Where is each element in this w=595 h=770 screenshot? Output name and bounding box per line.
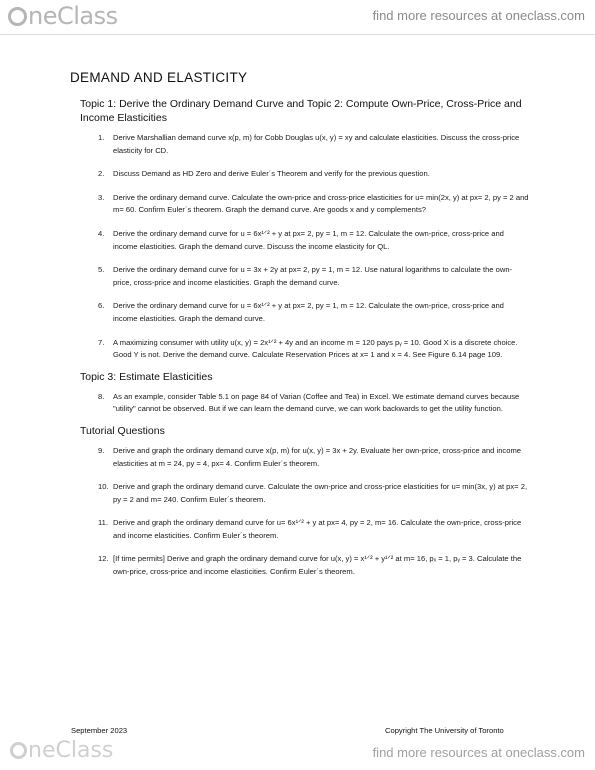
list-item: 12. [If time permits] Derive and graph the ordinary demand curve for u(x, y) = x¹ᐟ² + y¹ᐟ² at m= 16, pₓ = 1, pᵧ = 3. Calculate the own-price, cross-price and income elasticities. Confirm Euler´s theorem.: [98, 554, 522, 577]
bottom-oneclass-logo[interactable]: neClass: [10, 738, 113, 763]
list-item: 10. Derive and graph the ordinary demand curve. Calculate the own-price and cross-price elasticities for u= min(3x, y) at px= 2, py = 2 and m= 240. Confirm Euler´s theorem.: [98, 482, 528, 504]
footer-date: September 2023: [71, 726, 128, 735]
oneclass-logo[interactable]: neClass: [8, 2, 118, 30]
section-tutorial-questions: [70, 424, 530, 579]
document-body: [70, 70, 530, 579]
list-item: 9. Derive and graph the ordinary demand curve x(p, m) for u(x, y) = 3x + 2y. Evaluate her own-price, cross-price and income elasticities at m = 24, py = 4, px= 4. Confirm Euler´s theorem.: [98, 445, 521, 468]
question-list: [70, 132, 530, 362]
oneclass-o-icon: [8, 7, 27, 26]
oneclass-o-icon: [10, 742, 27, 759]
document-title: DEMAND AND ELASTICITY: [70, 70, 248, 85]
list-item: 3. Derive the ordinary demand curve. Calculate the own-price and cross-price elasticities for u= min(2x, y) at px= 2, py = 2 and m= 60. Confirm Euler´s theorem. Graph the demand curve. Are goods x and y complements?: [98, 192, 529, 215]
list-item: 8. As an example, consider Table 5.1 on page 84 of Varian (Coffee and Tea) in Excel. We estimate demand curves because "utility" cannot be observed. But if we can learn the demand curve, we can work backwards to get the utility function.: [98, 391, 520, 414]
section-heading: Topic 1: Derive the Ordinary Demand Curve and Topic 2: Compute Own-Price, Cross-Price and Income Elasticities: [80, 98, 522, 124]
question-list: [70, 445, 530, 579]
section-heading: Tutorial Questions: [80, 424, 165, 437]
bottom-find-resources-link[interactable]: find more resources at oneclass.com: [372, 745, 585, 760]
list-item: 1. Derive Marshallian demand curve x(p, m) for Cobb Douglas u(x, y) = xy and calculate elasticities. Discuss the cross-price elasticity for CD.: [98, 133, 520, 155]
list-item: 6. Derive the ordinary demand curve for u = 6x¹ᐟ² + y at px= 2, py = 1, m = 12. Calculate the own-price, cross-price and income elasticities. Graph the demand curve.: [98, 301, 504, 323]
list-item: 11. Derive and graph the ordinary demand curve for u= 6x¹ᐟ² + y at px= 4, py = 2, m= 16. Calculate the own-price, cross-price and income elasticities. Confirm Euler´s theorem.: [98, 518, 522, 540]
section-topic-3: [70, 370, 530, 416]
section-topic-1-2: [70, 97, 530, 362]
list-item: 2. Discuss Demand as HD Zero and derive Euler´s Theorem and verify for the previous question.: [98, 169, 430, 179]
question-list: [70, 391, 530, 416]
list-item: 4. Derive the ordinary demand curve for u = 6x¹ᐟ² + y at px= 2, py = 1, m = 12. Calculate the own-price, cross-price and income elasticities. Graph the demand curve. Discuss the income elasticity for QL.: [98, 228, 504, 251]
list-item: 5. Derive the ordinary demand curve for u = 3x + 2y at px= 2, py = 1, m = 12. Use natural logarithms to calculate the own- price, cross-price and income elasticities. Graph the demand curve.: [98, 265, 513, 287]
section-heading: Topic 3: Estimate Elasticities: [80, 370, 213, 383]
list-item: 7. A maximizing consumer with utility u(x, y) = 2x¹ᐟ² + 4y and an income m = 120 pays pᵧ = 10. Good X is a discrete choice. Good Y is not. Derive the demand curve. Calculate Reservation Prices at x= 1 and x = 4. See Figure 6.14 page 109.: [98, 337, 518, 360]
footer-copyright: Copyright The University of Toronto: [385, 726, 504, 735]
top-banner: [0, 0, 595, 35]
find-resources-link[interactable]: find more resources at oneclass.com: [372, 8, 585, 23]
